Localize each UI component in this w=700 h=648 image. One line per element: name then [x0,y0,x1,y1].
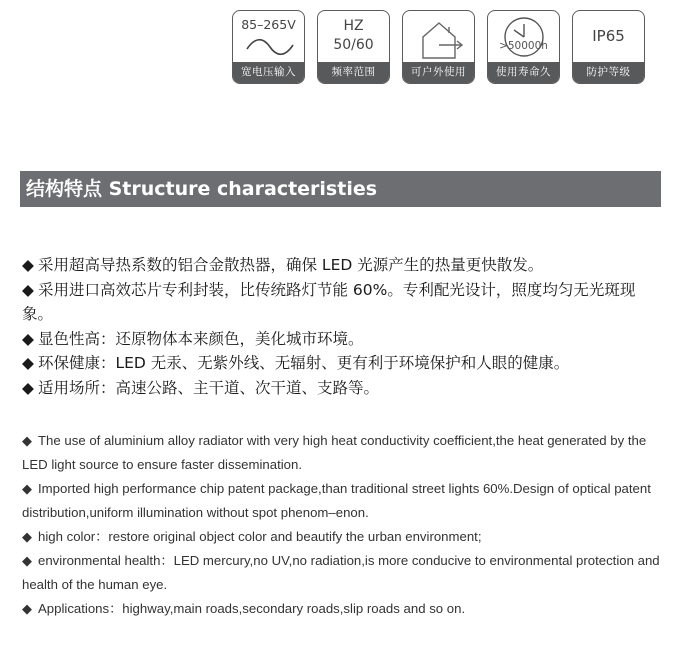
bullet: ◆ [22,256,34,274]
bullet: ◆ [22,601,33,616]
bullet: ◆ [22,354,34,372]
list-item: ◆ Imported high performance chip patent package,than traditional street lights 60%.Design of optical patent distribution,uniform illumination without spot phenom–enon. [22,477,662,525]
house-outdoor-icon [403,11,475,63]
lifetime-badge [487,10,560,84]
voltage-value: 85–265V [241,17,296,32]
bullet: ◆ [22,378,34,397]
bullet: ◆ [22,433,33,448]
frequency-label: 频率范围 [318,62,389,83]
ip-rating-badge [572,10,645,84]
list-item: ◆ 显色性高：还原物体本来颜色，美化城市环境。 [22,327,662,352]
section-title-bar [20,171,661,207]
ip-rating-label: 防护等级 [573,62,644,83]
ip-rating-icon [573,11,644,63]
list-item: ◆ 采用超高导热系数的铝合金散热器，确保 LED 光源产生的热量更快散发。 [22,253,662,278]
list-item: ◆ 环保健康：LED 无汞、无紫外线、无辐射、更有利于环境保护和人眼的健康。 [22,351,662,376]
list-item: ◆ Applications：highway,main roads,secondary roads,slip roads and so on. [22,597,662,621]
sine-wave-icon [233,11,305,63]
lifetime-value: >50000h [499,40,548,52]
voltage-badge [232,10,305,84]
list-item: ◆ high color：restore original object color and beautify the urban environment; [22,525,662,549]
frequency-icon [318,11,389,63]
outdoor-badge [402,10,475,84]
lifetime-label: 使用寿命久 [488,62,559,83]
list-item: ◆ environmental health：LED mercury,no UV,no radiation,is more conducive to environmental protection and health of the human eye. [22,549,662,597]
list-item: ◆ 适用场所：高速公路、主干道、次干道、支路等。 [22,376,662,401]
bullet: ◆ [22,553,33,568]
frequency-unit: HZ [343,18,364,34]
list-item: ◆ The use of aluminium alloy radiator with very high heat conductivity coefficient,the heat generated by the LED light source to ensure faster dissemination. [22,429,662,477]
list-item: ◆ 采用进口高效芯片专利封装，比传统路灯节能 60%。专利配光设计，照度均匀无光斑现象。 [22,278,662,327]
ip-rating-value: IP65 [592,27,625,45]
feature-icons-row [232,10,662,88]
section-title: 结构特点 Structure characteristies [26,178,378,200]
bullet: ◆ [22,280,34,299]
clock-icon [488,11,560,63]
frequency-value: 50/60 [333,37,374,53]
frequency-badge [317,10,390,84]
chinese-features-list [22,253,662,400]
english-features-list [22,429,662,621]
bullet: ◆ [22,481,33,496]
bullet: ◆ [22,329,34,348]
bullet: ◆ [22,529,33,544]
outdoor-label: 可户外使用 [403,62,474,83]
voltage-label: 宽电压输入 [233,62,304,83]
